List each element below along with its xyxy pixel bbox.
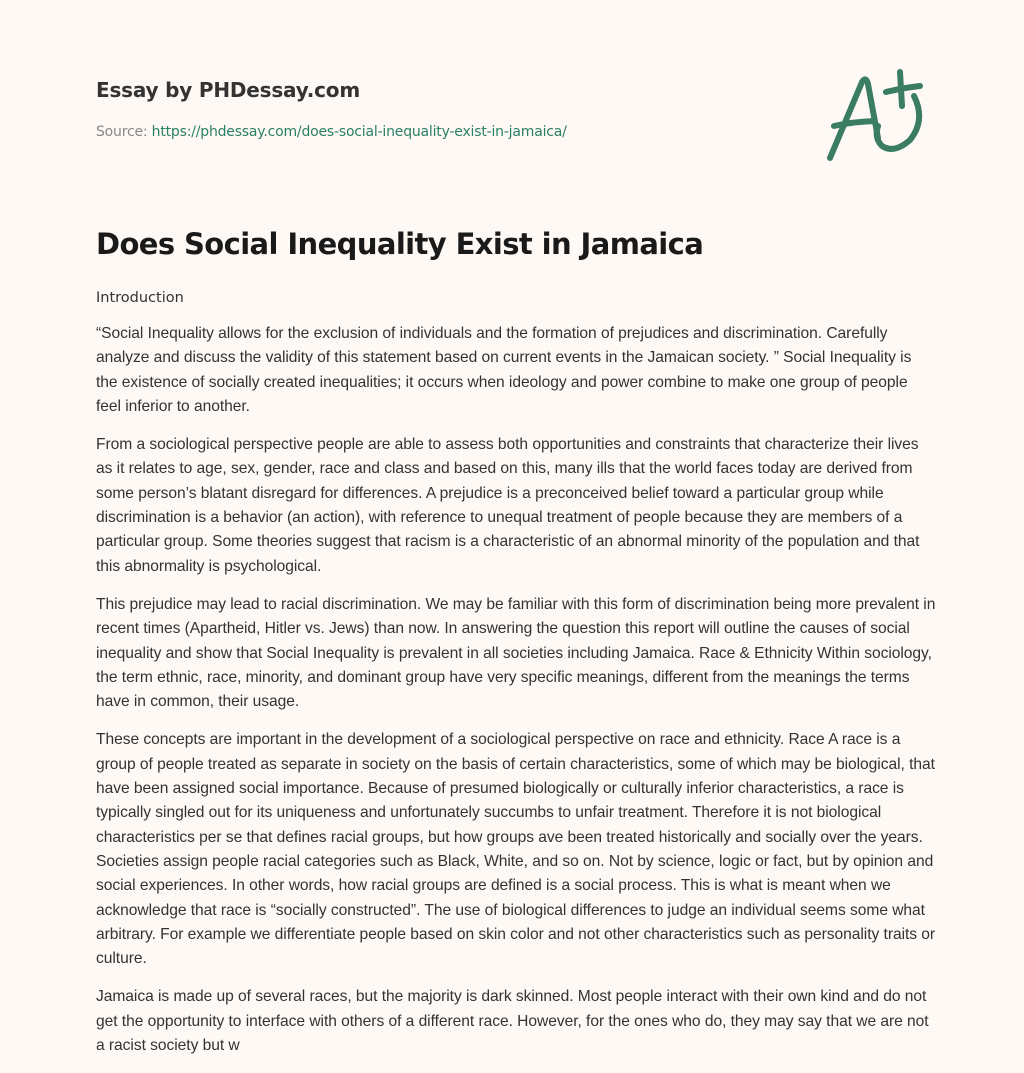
essay-paragraph: Jamaica is made up of several races, but the majority is dark skinned. Most people interact with their own kind and do not get the opportunity to interface with others of a different race. However, for the ones who do, they may say that we are not a racist society but w — [96, 988, 929, 1055]
a-plus-grade-icon — [822, 66, 932, 166]
source-label: Source: — [96, 124, 148, 140]
section-label-introduction: Introduction — [96, 290, 184, 306]
source-link[interactable]: https://phdessay.com/does-social-inequality-exist-in-jamaica/ — [151, 124, 567, 140]
essay-title: Does Social Inequality Exist in Jamaica — [96, 227, 704, 261]
essay-paragraph: “Social Inequality allows for the exclusion of individuals and the formation of prejudices and discrimination. Carefully analyze and discuss the validity of this statement based on current events in the Jamaican society. ” Social Inequality is the existence of socially created inequalities; it occurs when ideology and power combine to make one group of people feel inferior to another. — [96, 325, 912, 415]
essay-paragraph: This prejudice may lead to racial discrimination. We may be familiar with this form of discrimination being more prevalent in recent times (Apartheid, Hitler vs. Jews) than now. In answering the question this report will outline the causes of social inequality and show that Social Inequality is prevalent in all societies including Jamaica. Race & Ethnicity Within sociology, the term ethnic, race, minority, and dominant group have very specific meanings, different from the meanings the terms have in common, their usage. — [96, 595, 936, 711]
site-brand: Essay by PHDessay.com — [96, 78, 360, 102]
essay-paragraph: These concepts are important in the development of a sociological perspective on race and ethnicity. Race A race is a group of people treated as separate in society on the basis of certain characteristics, some of which may be biological, that have been assigned social importance. Because of presumed biologically or culturally inferior characteristics, a race is typically singled out for its uniqueness and unfortunately succumbs to unfair treatment. Therefore it is not biological characteristics per se that defines racial groups, but how groups ave been treated historically and socially over the years. Societies assign people racial categories such as Black, White, and so on. Not by science, logic or fact, but by opinion and social experiences. In other words, how racial groups are defined is a social process. This is what is meant when we acknowledge that race is “socially constructed”. The use of biological differences to judge an individual seems some what arbitrary. For example we differentiate people based on skin color and not other characteristics such as personality traits or culture. — [96, 731, 936, 968]
essay-paragraph: From a sociological perspective people are able to assess both opportunities and constraints that characterize their lives as it relates to age, sex, gender, race and class and based on this, many ills that the world faces today are derived from some person’s blatant disregard for differences. A prejudice is a preconceived belief toward a particular group while discrimination is a behavior (an action), with reference to unequal treatment of people because they are members of a particular group. Some theories suggest that racism is a characteristic of an abnormal minority of the population and that this abnormality is psychological. — [96, 436, 920, 575]
essay-content — [96, 224, 936, 1072]
page-header — [96, 76, 796, 142]
source-line — [96, 122, 796, 142]
